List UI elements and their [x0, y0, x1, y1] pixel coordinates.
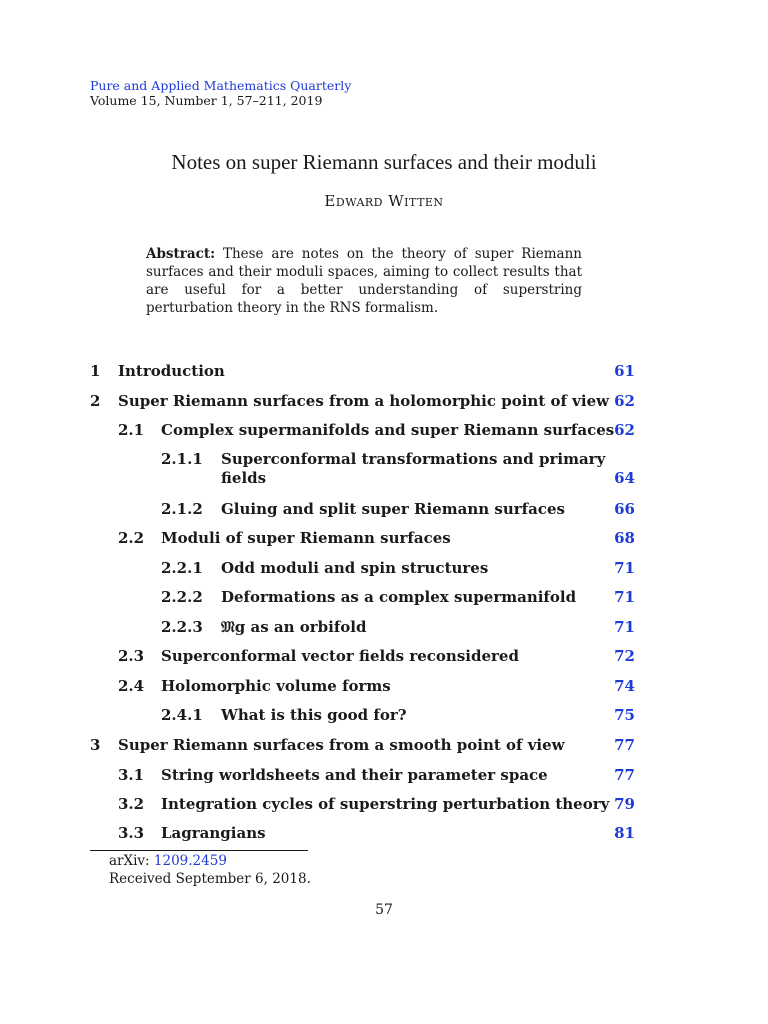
toc-section-number: 2.2: [118, 529, 145, 547]
toc-section-title: Moduli of super Riemann surfaces: [161, 529, 451, 547]
toc-page-link[interactable]: 79: [614, 795, 635, 813]
toc-section-title: Lagrangians: [161, 824, 266, 842]
toc-page-link[interactable]: 75: [614, 706, 635, 724]
journal-header: [90, 78, 351, 108]
toc-section-number: 3.1: [118, 766, 145, 784]
toc-page-link[interactable]: 71: [614, 588, 635, 606]
toc-page-link[interactable]: 68: [614, 529, 635, 547]
toc-page-link[interactable]: 72: [614, 647, 635, 665]
toc-page-link[interactable]: 81: [614, 824, 635, 842]
toc-section-title: Integration cycles of superstring perturbation theory: [161, 795, 610, 813]
paper-title: Notes on super Riemann surfaces and their moduli: [171, 150, 597, 174]
toc-page-link[interactable]: 62: [614, 421, 635, 439]
footnote: [109, 852, 311, 888]
toc-section-number: 2.1.2: [161, 500, 203, 518]
volume-info: Volume 15, Number 1, 57–211, 2019: [90, 93, 323, 108]
toc-section-title: 𝔐g as an orbifold: [221, 618, 367, 636]
toc-section-number: 3.3: [118, 824, 145, 842]
toc-section-number: 3.2: [118, 795, 145, 813]
abstract-label: Abstract:: [146, 246, 216, 262]
toc-section-title: Superconformal vector fields reconsidered: [161, 647, 519, 665]
toc-page-link[interactable]: 66: [614, 500, 635, 518]
toc-page-link[interactable]: 74: [614, 677, 635, 695]
toc-section-number: 2.1.1: [161, 450, 203, 468]
footnote-rule: [90, 850, 308, 851]
toc-page-link[interactable]: 62: [614, 392, 635, 410]
toc-section-number: 2.1: [118, 421, 145, 439]
toc-section-number: 3: [90, 736, 101, 754]
toc-section-title: Odd moduli and spin structures: [221, 559, 489, 577]
author-name: Edward Witten: [324, 192, 444, 210]
toc-section-title: String worldsheets and their parameter space: [161, 766, 548, 784]
toc-section-title: Super Riemann surfaces from a holomorphic point of view: [118, 392, 610, 410]
toc-section-title: Gluing and split super Riemann surfaces: [221, 500, 565, 518]
arxiv-link[interactable]: 1209.2459: [153, 853, 227, 869]
toc-section-number: 2: [90, 392, 101, 410]
abstract: [146, 245, 582, 317]
toc-section-number: 2.2.3: [161, 618, 203, 636]
abstract-text: These are notes on the theory of super Riemann surfaces and their moduli spaces, aiming to collect results that are useful for a better understanding of superstring perturbation theory in the RNS formalism.: [146, 246, 582, 316]
received-date: Received September 6, 2018.: [109, 871, 311, 887]
toc-page-link[interactable]: 71: [614, 559, 635, 577]
journal-name-link[interactable]: Pure and Applied Mathematics Quarterly: [90, 78, 352, 93]
toc-section-number: 2.2.1: [161, 559, 203, 577]
toc-page-link[interactable]: 77: [614, 736, 635, 754]
arxiv-label: arXiv:: [109, 853, 150, 869]
toc-section-number: 2.3: [118, 647, 145, 665]
toc-section-number: 2.2.2: [161, 588, 203, 606]
toc-section-title: Holomorphic volume forms: [161, 677, 391, 695]
toc-section-title: Super Riemann surfaces from a smooth point of view: [118, 736, 565, 754]
toc-page-link[interactable]: 61: [614, 362, 635, 380]
toc-section-number: 2.4.1: [161, 706, 203, 724]
toc-section-number: 1: [90, 362, 101, 380]
toc-page-link[interactable]: 64: [614, 469, 635, 487]
toc-page-link[interactable]: 77: [614, 766, 635, 784]
toc-section-title: Deformations as a complex supermanifold: [221, 588, 577, 606]
toc-section-number: 2.4: [118, 677, 145, 695]
toc-section-title-cont: fields: [221, 469, 267, 487]
toc-section-title: Complex supermanifolds and super Riemann surfaces: [161, 421, 615, 439]
toc-section-title: Superconformal transformations and primary: [221, 450, 606, 468]
toc-section-title: What is this good for?: [221, 706, 407, 724]
page-number: 57: [375, 902, 393, 918]
toc-page-link[interactable]: 71: [614, 618, 635, 636]
toc-section-title: Introduction: [118, 362, 225, 380]
